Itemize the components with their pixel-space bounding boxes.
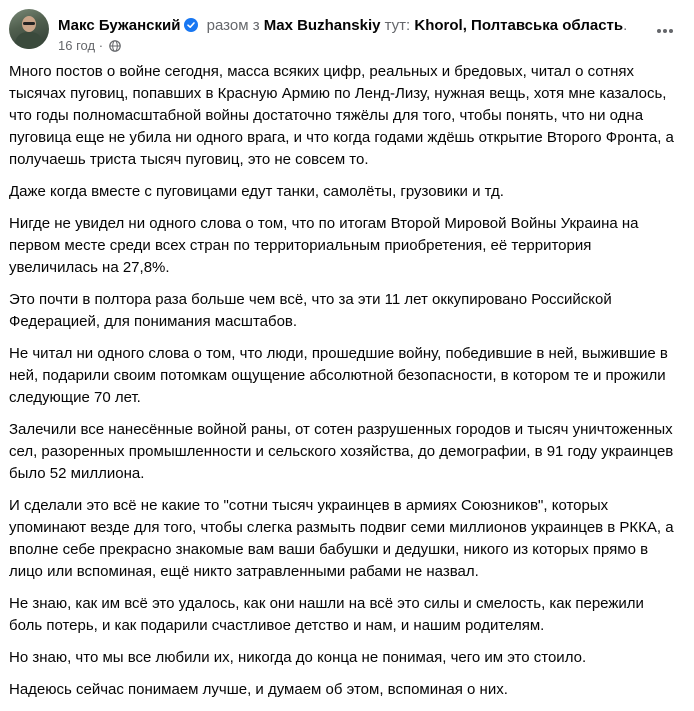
shared-with-prefix: разом з [206,17,260,34]
avatar-shirt [15,32,43,49]
post-timestamp[interactable]: 16 год [58,38,96,53]
more-horizontal-icon [656,28,674,34]
post-paragraph: Надеюсь сейчас понимаем лучше, и думаем об этом, вспоминая о них. [9,681,508,698]
post-meta [58,38,121,56]
author-name-link[interactable]: Макс Бужанский [58,17,181,34]
post-header [9,9,685,59]
post-body [9,61,681,711]
post-paragraph: И сделали это всё не какие то "сотни тысяч украинцев в армиях Союзников", которых упоминают везде для того, чтобы слегка размыть подвиг семи миллионов украинцев в РККА, а вполне себе прекрасно знакомые вам ваши бабушки и дедушки, никого из которых прямо в лицо или вспоминая, ещё никто затравленными рабами не назвал. [9,497,674,580]
post-paragraph: Это почти в полтора раза больше чем всё, что за эти 11 лет оккупировано Российской Федерацией, для понимания масштабов. [9,291,612,330]
post-paragraph: Много постов о войне сегодня, масса всяких цифр, реальных и бредовых, читал о сотнях тысячах пуговиц, попавших в Красную Армию по Ленд-Лизу, нужная вещь, хотя мне казалось, что годы полномасштабной войны достаточно тяжёлы для того, чтобы понять, что ни одна пуговица еще не убила ни одного врага, и что когда годами ждёшь открытие Второго Фронта, а получаешь триста тысяч пуговиц, это не совсем то. [9,63,674,168]
location-suffix: . [623,17,628,34]
post-header-title [58,17,627,35]
post-paragraph: Не знаю, как им всё это удалось, как они нашли на всё это силы и смелость, как пережили боль потерь, и как подарили счастливое детство и нам, и нашим родителям. [9,595,644,634]
more-options-button[interactable] [653,19,677,43]
shared-with-link[interactable]: Max Buzhanskiy [263,17,381,34]
post-paragraph: Но знаю, что мы все любили их, никогда до конца не понимая, чего им это стоило. [9,649,587,666]
globe-icon [109,40,121,56]
meta-separator: · [98,38,104,53]
post-paragraph: Залечили все нанесённые войной раны, от сотен разрушенных городов и тысяч уничтоженных сел, разоренных промышленности и сельского хозяйства, до демографии, в 91 году украинцев было 52 миллиона. [9,421,674,482]
location-prefix: тут: [384,17,411,34]
verified-badge-icon [184,18,198,32]
location-link[interactable]: Khorol, Полтавська область [414,17,624,34]
post-paragraph: Нигде не увидел ни одного слова о том, что по итогам Второй Мировой Войны Украина на первом месте среди всех стран по территориальным приобретения, её территория увеличилась на 27,8%. [9,215,639,276]
post-paragraph: Даже когда вместе с пуговицами едут танки, самолёты, грузовики и тд. [9,183,504,200]
post-paragraph: Не читал ни одного слова о том, что люди, прошедшие войну, победившие в ней, выжившие в ней, подарили своим потомкам ощущение абсолютной безопасности, в котором те и прожили следующие 70 лет. [9,345,668,406]
avatar-glasses [23,22,35,25]
author-avatar[interactable] [9,9,49,49]
